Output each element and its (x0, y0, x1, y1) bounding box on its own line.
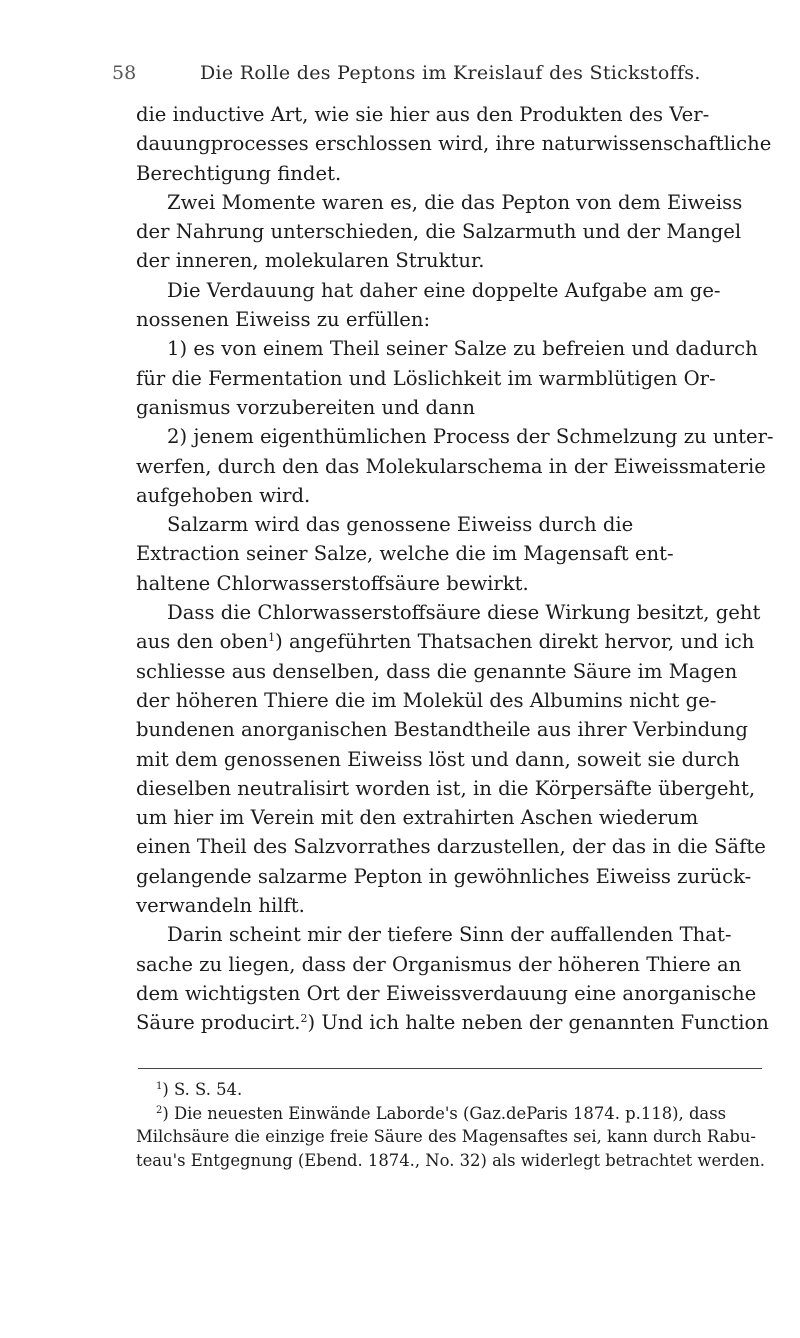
text-line: sache zu liegen, dass der Organismus der höheren Thiere an (136, 952, 742, 976)
text-line: der höheren Thiere die im Molekül des Albumins nicht ge- (136, 688, 717, 712)
text-line: einen Theil des Salzvorrathes darzustellen, der das in die Säfte (136, 835, 766, 859)
text-line: haltene Chlorwasserstoffsäure bewirkt. (136, 571, 529, 595)
text-line: der Nahrung unterschieden, die Salzarmuth und der Mangel (136, 220, 742, 244)
text-line: bundenen anorganischen Bestandtheile aus ihrer Verbindung (136, 718, 748, 742)
text-line: Zwei Momente waren es, die das Pepton von dem Eiweiss (167, 190, 743, 214)
text-line: ganismus vorzubereiten und dann (136, 395, 475, 419)
text-line: Salzarm wird das genossene Eiweiss durch die (167, 513, 634, 537)
text-line: 1) es von einem Theil seiner Salze zu befreien und dadurch (167, 337, 758, 361)
text-line: gelangende salzarme Pepton in gewöhnliches Eiweiss zurück- (136, 864, 752, 888)
footnote-number: 2 (156, 1104, 163, 1116)
footnote-number: 1 (156, 1081, 163, 1092)
footnote-marker: 1 (268, 631, 276, 645)
text-line: Darin scheint mir der tiefere Sinn der auffallenden That- (167, 923, 732, 947)
text-line: Dass die Chlorwasserstoffsäure diese Wirkung besitzt, geht (167, 601, 761, 625)
running-title: Die Rolle des Peptons im Kreislauf des Stickstoffs. (200, 62, 701, 84)
text-line: schliesse aus denselben, dass die genannte Säure im Magen (136, 659, 738, 683)
footnote-marker: 2 (300, 1012, 308, 1026)
footnote-line: $^2$) Die neuesten Einwände Laborde's (Gaz.deParis 1874. p.118), dass (156, 1103, 727, 1123)
text-line: werfen, durch den das Molekularschema in der Eiweissmaterie (136, 454, 766, 478)
page-header (112, 62, 772, 84)
text-line: der inneren, molekularen Struktur. (136, 249, 485, 273)
text-line: dauungprocesses erschlossen wird, ihre naturwissenschaftliche (136, 132, 772, 156)
text-line: Die Verdauung hat daher eine doppelte Aufgabe am ge- (167, 278, 721, 302)
text-line: verwandeln hilft. (136, 894, 305, 918)
footnote-line: $^1$) S. S. 54. (156, 1080, 243, 1099)
text-line: Berechtigung findet. (136, 161, 342, 185)
text-line: nossenen Eiweiss zu erfüllen: (136, 308, 431, 332)
text-line: für die Fermentation und Löslichkeit im warmblütigen Or- (136, 366, 716, 390)
page-number: 58 (112, 62, 137, 84)
body-text (136, 100, 774, 1038)
text-line: dieselben neutralisirt worden ist, in die Körpersäfte übergeht, (136, 776, 756, 800)
text-line: aufgehoben wird. (136, 483, 311, 507)
footnotes (136, 1078, 765, 1172)
footnote-line: teau's Entgegnung (Ebend. 1874., No. 32) als widerlegt betrachtet werden. (136, 1150, 765, 1170)
text-line: aus den oben$^1$) angeführten Thatsachen direkt hervor, und ich (136, 630, 755, 654)
text-line: um hier im Verein mit den extrahirten Aschen wiederum (136, 806, 699, 830)
text-line: 2) jenem eigenthümlichen Process der Schmelzung zu unter- (167, 425, 774, 449)
text-line: Säure producirt.$^2$) Und ich halte neben der genannten Function (136, 1011, 769, 1035)
footnote-divider (138, 1068, 762, 1069)
text-line: Extraction seiner Salze, welche die im Magensaft ent- (136, 542, 674, 566)
footnote-line: Milchsäure die einzige freie Säure des Magensaftes sei, kann durch Rabu- (136, 1127, 756, 1146)
text-line: dem wichtigsten Ort der Eiweissverdauung eine anorganische (136, 981, 757, 1005)
text-line: mit dem genossenen Eiweiss löst und dann, soweit sie durch (136, 747, 740, 771)
text-line: die inductive Art, wie sie hier aus den Produkten des Ver- (136, 103, 710, 126)
